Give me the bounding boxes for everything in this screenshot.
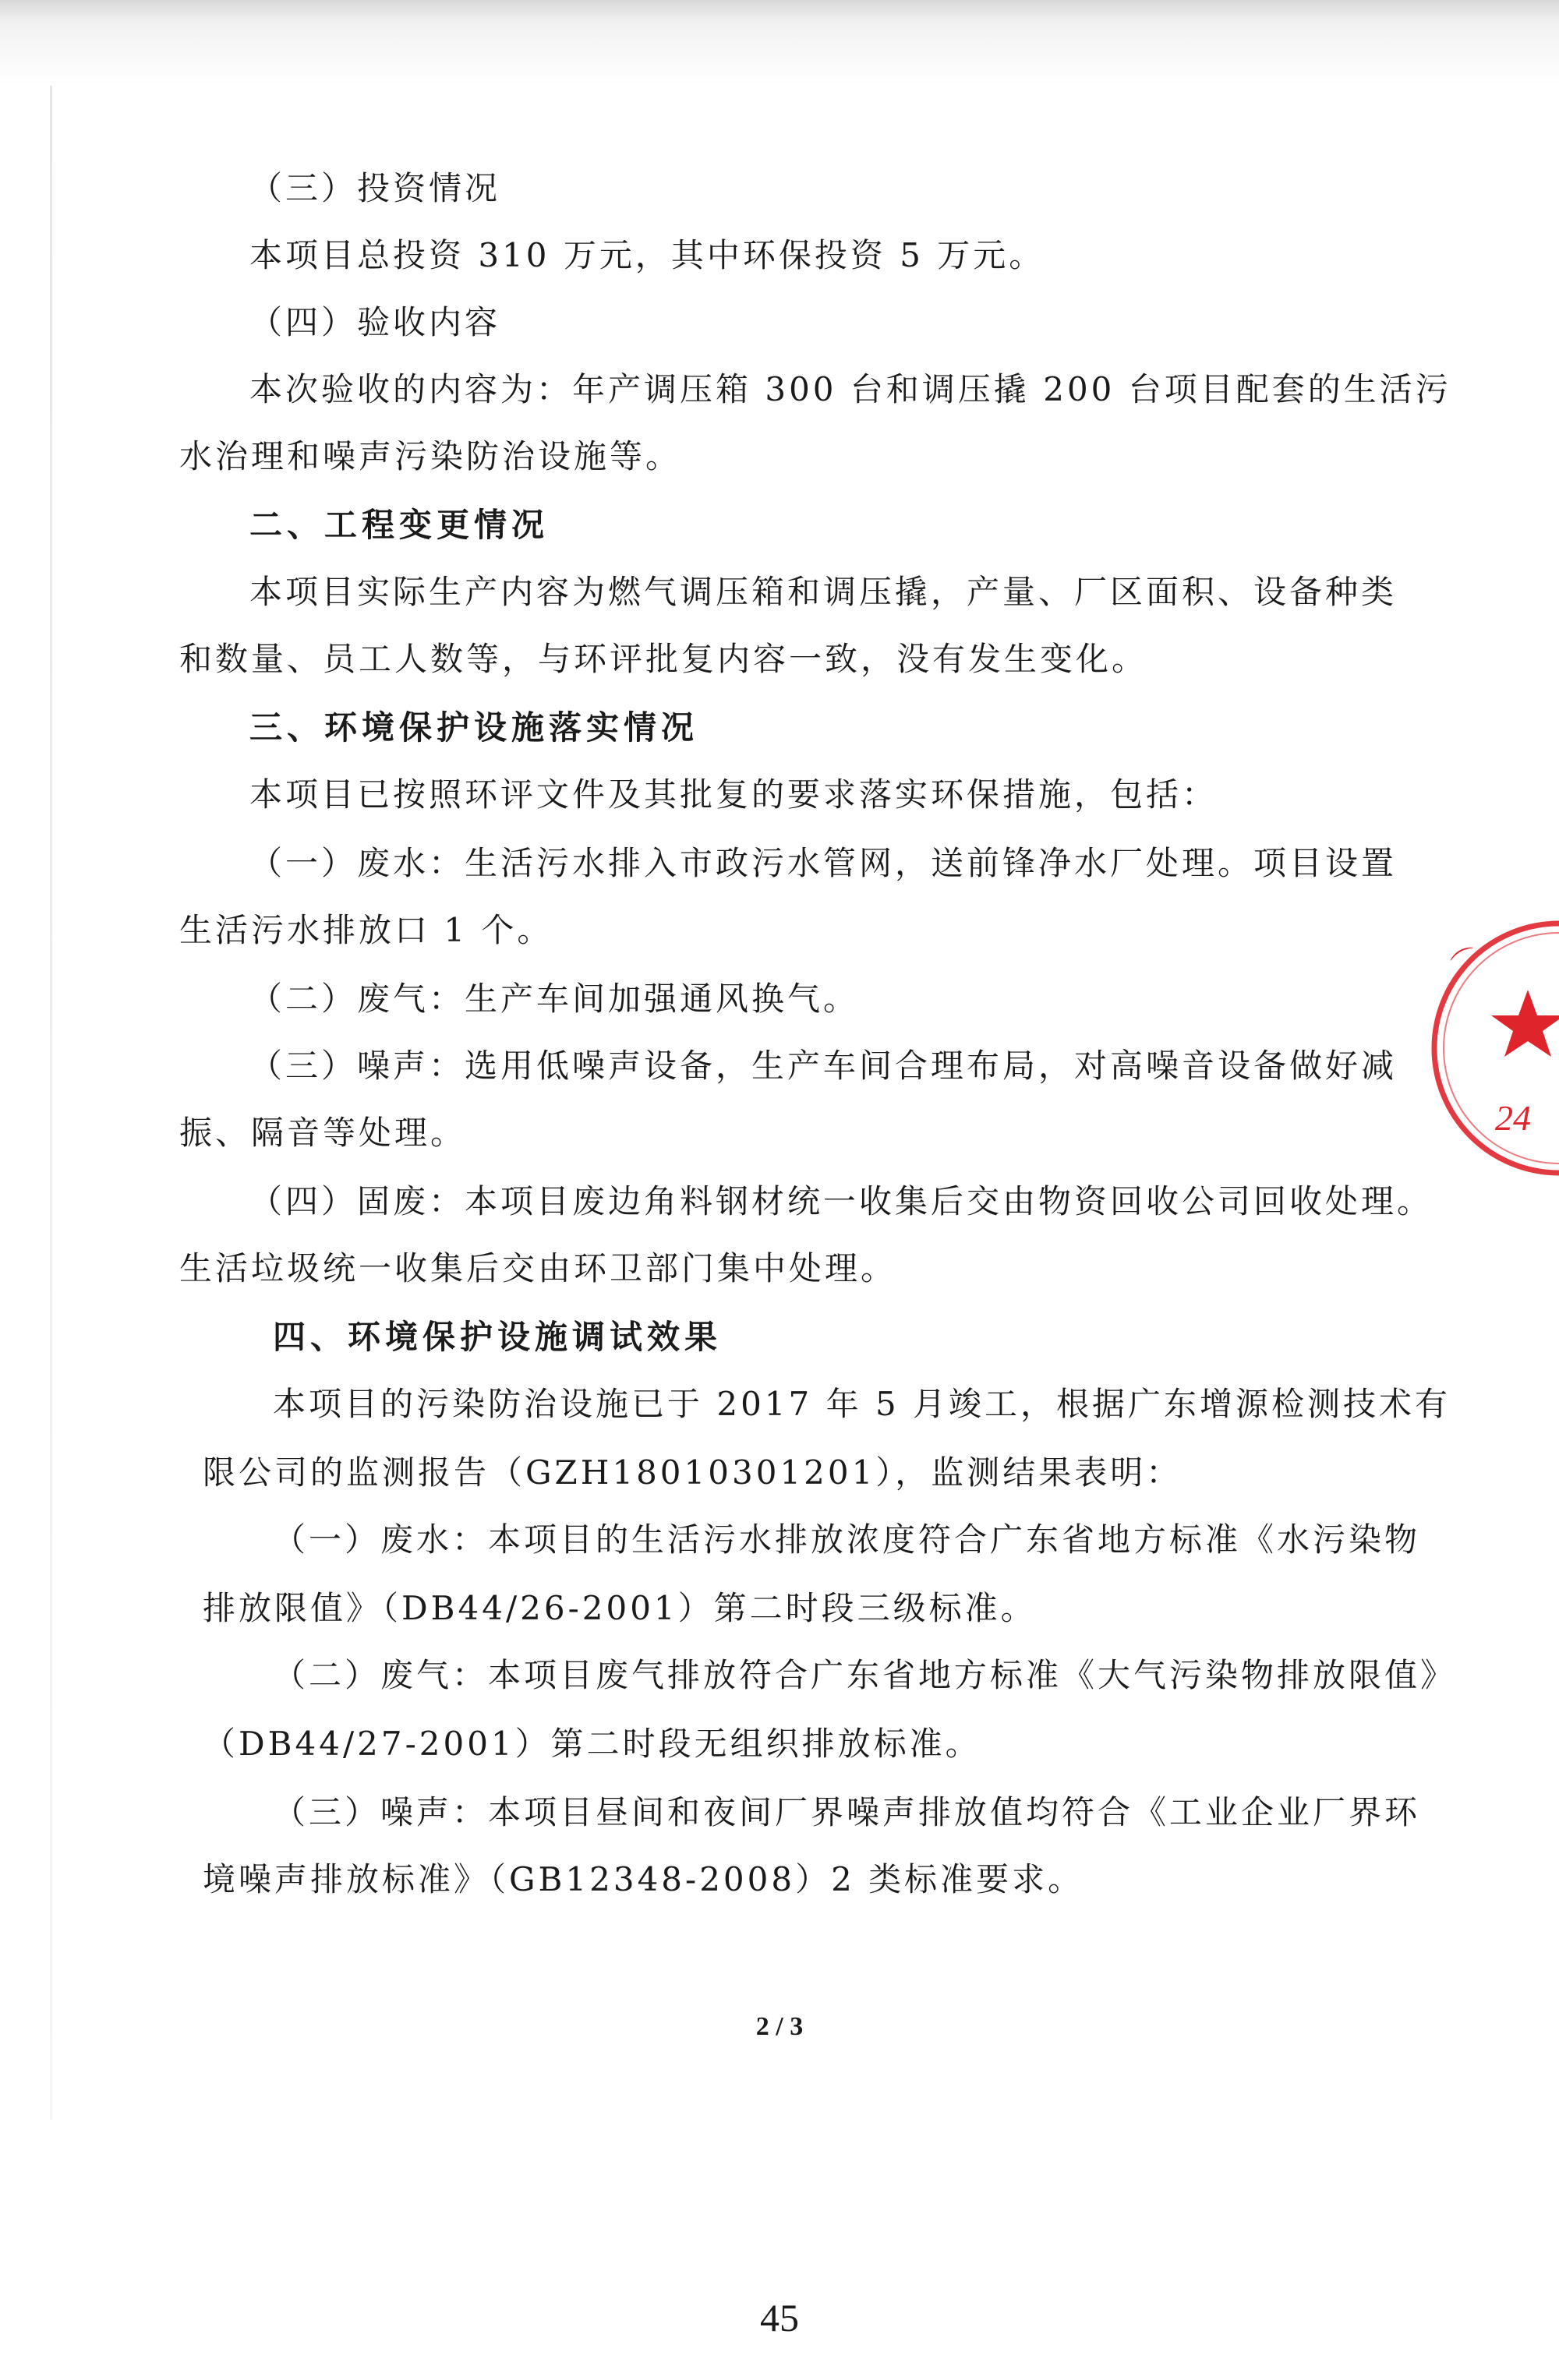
- paragraph-line: 振、隔音等处理。: [179, 1114, 467, 1152]
- paragraph-line: 本项目的污染防治设施已于 2017 年 5 月竣工，根据广东增源检测技术有: [273, 1385, 1451, 1423]
- scan-shadow-top: [0, 0, 1559, 86]
- seal-text: 24: [1495, 1098, 1531, 1138]
- paragraph-line: 本项目实际生产内容为燃气调压箱和调压撬，产量、厂区面积、设备种类: [249, 573, 1398, 611]
- paragraph-line: （一）废水：本项目的生活污水排放浓度符合广东省地方标准《水污染物: [273, 1520, 1421, 1559]
- paragraph-line: （DB44/27-2001）第二时段无组织排放标准。: [203, 1725, 981, 1763]
- official-seal-stamp: [1450, 885, 1559, 1212]
- section-heading-facilities: 三、环境保护设施落实情况: [249, 708, 699, 747]
- paragraph-line: 排放限值》（DB44/26-2001）第二时段三级标准。: [203, 1589, 1037, 1627]
- page-number: 45: [760, 2296, 799, 2339]
- section-heading-changes: 二、工程变更情况: [249, 506, 550, 544]
- paragraph-line: 水治理和噪声污染防治设施等。: [179, 437, 682, 475]
- paragraph-line: （三）噪声：选用低噪声设备，生产车间合理布局，对高噪音设备做好减: [249, 1047, 1398, 1085]
- seal-star-icon: [1491, 990, 1559, 1057]
- page-indicator: 2 / 3: [755, 2012, 804, 2041]
- paragraph-line: 和数量、员工人数等，与环评批复内容一致，没有发生变化。: [179, 640, 1148, 678]
- paragraph-line: （一）废水：生活污水排入市政污水管网，送前锋净水厂处理。项目设置: [249, 844, 1398, 882]
- seal-rim-marks: ⌒: [1448, 943, 1486, 982]
- scan-edge-left: [50, 86, 52, 2120]
- paragraph-line: 本项目总投资 310 万元，其中环保投资 5 万元。: [249, 236, 1045, 274]
- subsection-heading-investment: （三）投资情况: [249, 169, 501, 207]
- paragraph-line: （三）噪声：本项目昼间和夜间厂界噪声排放值均符合《工业企业厂界环: [273, 1793, 1421, 1831]
- paragraph-line: 生活污水排放口 1 个。: [179, 911, 553, 949]
- paragraph-line: 本次验收的内容为：年产调压箱 300 台和调压撬 200 台项目配套的生活污: [249, 370, 1451, 408]
- paragraph-line: 境噪声排放标准》（GB12348-2008）2 类标准要求。: [203, 1860, 1084, 1898]
- paragraph-line: （二）废气：本项目废气排放符合广东省地方标准《大气污染物排放限值》: [273, 1656, 1457, 1694]
- paragraph-line: 生活垃圾统一收集后交由环卫部门集中处理。: [179, 1249, 897, 1287]
- paragraph-line: 本项目已按照环评文件及其批复的要求落实环保措施，包括：: [249, 775, 1218, 814]
- section-heading-results: 四、环境保护设施调试效果: [273, 1318, 723, 1356]
- paragraph-line: 限公司的监测报告（GZH18010301201），监测结果表明：: [203, 1453, 1183, 1492]
- paragraph-line: （四）固废：本项目废边角料钢材统一收集后交由物资回收公司回收处理。: [249, 1182, 1434, 1220]
- paragraph-line: （二）废气：生产车间加强通风换气。: [249, 980, 860, 1018]
- subsection-heading-acceptance: （四）验收内容: [249, 303, 501, 341]
